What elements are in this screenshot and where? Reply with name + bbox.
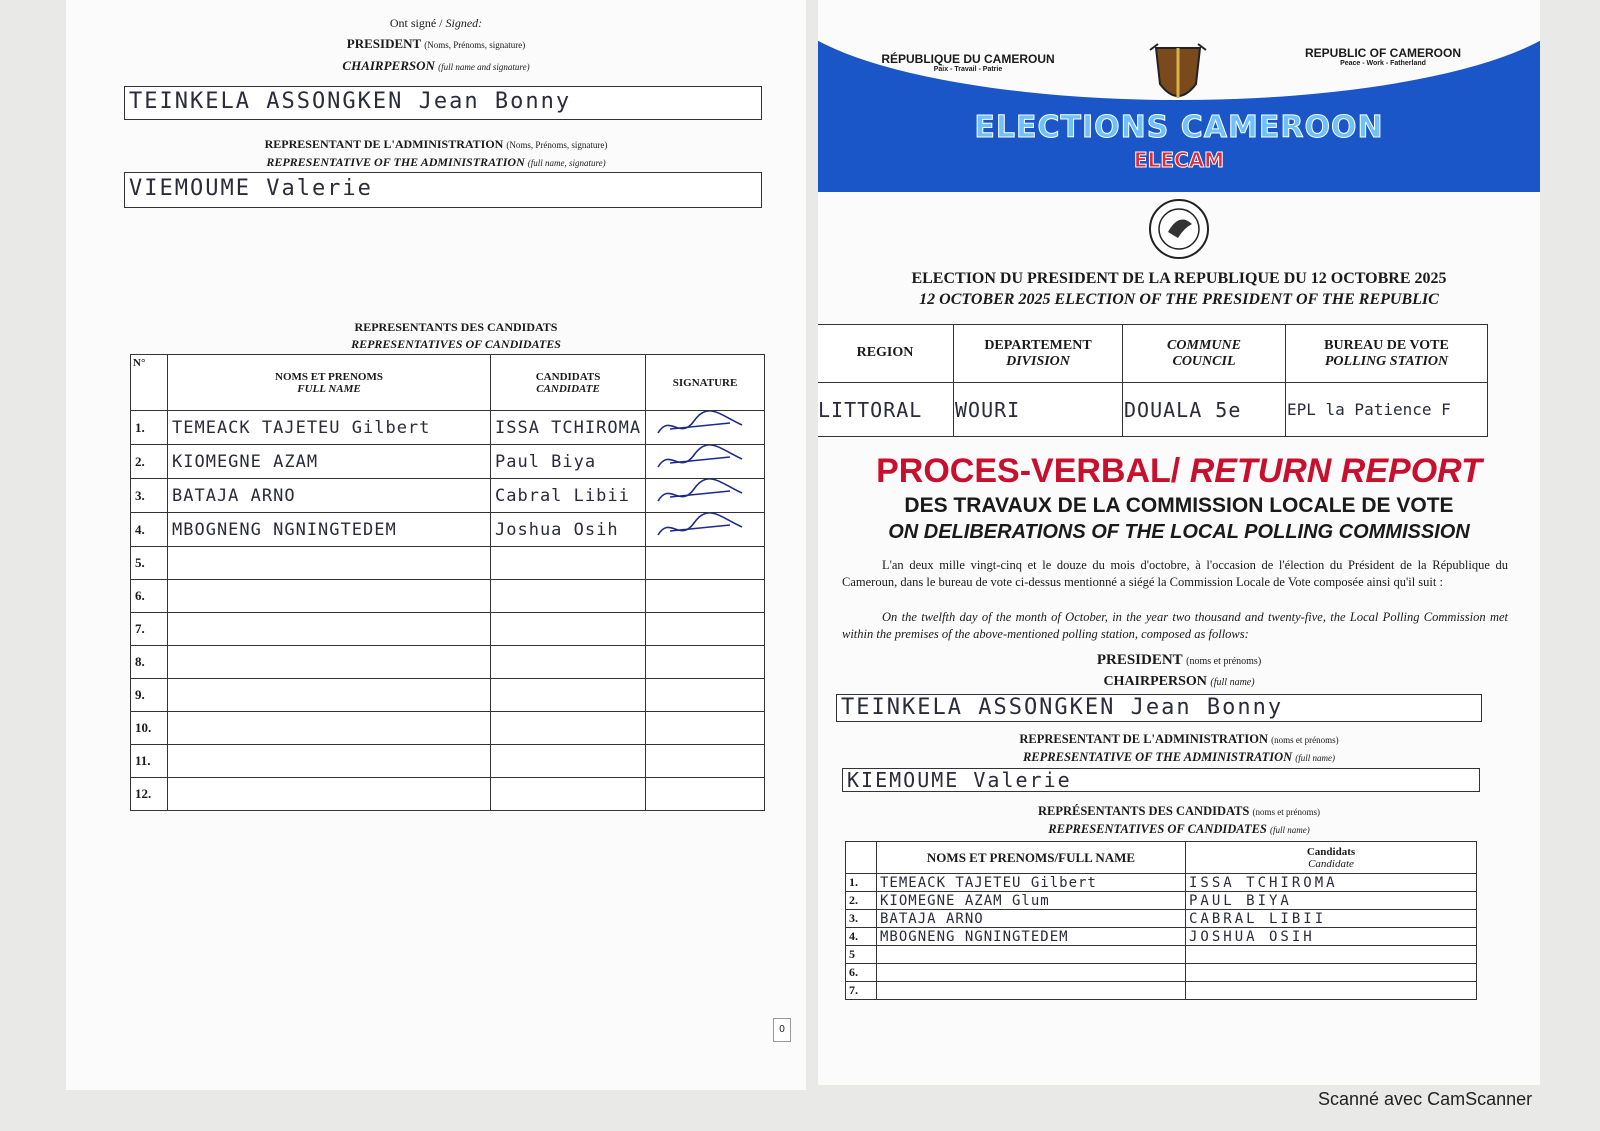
r-col-cand-fr: Candidats [1306, 845, 1356, 858]
col-cand-fr: CANDIDATS [535, 370, 601, 383]
rep-candidate: Paul Biya [491, 445, 646, 479]
rep-name [168, 778, 491, 811]
table-row [131, 445, 765, 479]
rep-name [168, 679, 491, 712]
president-fr: PRESIDENT [346, 36, 421, 51]
r-chairperson-en: CHAIRPERSON [1103, 674, 1207, 689]
r-rep-name: BATAJA ARNO [877, 910, 1186, 928]
rep-name: KIOMEGNE AZAM [168, 445, 491, 479]
admin-en: REPRESENTATIVE OF THE ADMINISTRATION [266, 155, 525, 169]
r-president-fr: PRESIDENT [1096, 652, 1183, 668]
col-council [1123, 325, 1286, 383]
rep-signature [646, 613, 765, 646]
col-station [1286, 325, 1488, 383]
rep-candidate [491, 613, 646, 646]
rep-candidate: ISSA TCHIROMA [491, 411, 646, 445]
rep-candidate [491, 712, 646, 745]
table-row [846, 964, 1477, 982]
table-row [131, 712, 765, 745]
chairperson-en: CHAIRPERSON [342, 58, 435, 73]
camscanner-watermark: Scanné avec CamScanner [1318, 1089, 1533, 1109]
r-rep-name: MBOGNENG NGNINGTEDEM [877, 928, 1186, 946]
rep-signature [646, 679, 765, 712]
row-number: 9. [131, 679, 168, 712]
r-rep-name: KIOMEGNE AZAM Glum [877, 892, 1186, 910]
reps-title-fr: REPRESENTANTS DES CANDIDATS [354, 320, 558, 334]
rep-signature [646, 411, 765, 445]
col-no: N° [131, 355, 168, 411]
row-number: 11. [131, 745, 168, 778]
row-number: 7. [131, 613, 168, 646]
r-col-cand [1186, 842, 1477, 874]
table-row [846, 982, 1477, 1000]
division-value: WOURI [954, 383, 1123, 437]
col-name-en: FULL NAME [297, 382, 361, 395]
r-reps-label-fr [818, 804, 1540, 819]
station-value: EPL la Patience F [1286, 383, 1488, 437]
r-admin-fr-note: (noms et prénoms) [1271, 735, 1339, 745]
header-banner [818, 0, 1540, 192]
signed-heading [66, 16, 806, 31]
signature-scribble-icon [650, 411, 750, 439]
row-number: 8. [131, 646, 168, 679]
r-row-number: 2. [846, 892, 877, 910]
motto-en: Peace - Work - Fatherland [1340, 60, 1426, 67]
r-table-body [846, 874, 1477, 1000]
r-chairperson-en-note: (full name) [1210, 677, 1255, 688]
rep-signature [646, 547, 765, 580]
location-value-row [818, 383, 1488, 437]
table-row [846, 946, 1477, 964]
r-admin-en-note: (full name) [1295, 753, 1336, 763]
table-row [131, 745, 765, 778]
left-page [66, 0, 806, 1090]
election-title-en: 12 OCTOBER 2025 ELECTION OF THE PRESIDENT OF THE REPUBLIC [919, 291, 1439, 308]
rep-signature [646, 479, 765, 513]
table-header-row [131, 355, 765, 411]
r-chairperson-label-en [818, 674, 1540, 690]
division-fr: DEPARTEMENT [984, 337, 1092, 353]
row-number: 6. [131, 580, 168, 613]
r-reps-label-en [818, 822, 1540, 837]
admin-label-en [66, 155, 806, 170]
org-title: ELECTIONS CAMEROON [974, 110, 1384, 145]
rep-candidate: Cabral Libii [491, 479, 646, 513]
table-row [846, 892, 1477, 910]
rep-candidate [491, 745, 646, 778]
row-number: 5. [131, 547, 168, 580]
division-en: DIVISION [1006, 353, 1070, 369]
col-name-fr: NOMS ET PRENOMS [275, 370, 383, 383]
r-row-number: 7. [846, 982, 877, 1000]
admin-fr: REPRESENTANT DE L'ADMINISTRATION [264, 137, 504, 151]
r-rep-name [877, 946, 1186, 964]
col-cand-en: CANDIDATE [536, 382, 600, 395]
r-admin-en: REPRESENTATIVE OF THE ADMINISTRATION [1022, 750, 1293, 764]
r-president-name: TEINKELA ASSONGKEN Jean Bonny [841, 695, 1284, 720]
r-rep-name: TEMEACK TAJETEU Gilbert [877, 874, 1186, 892]
rep-name [168, 712, 491, 745]
rep-name [168, 580, 491, 613]
table-row [131, 778, 765, 811]
col-candidate [491, 355, 646, 411]
table-row [846, 874, 1477, 892]
r-admin-name-field [842, 768, 1480, 792]
org-abbr: ELECAM [1133, 148, 1225, 172]
col-division [954, 325, 1123, 383]
r-admin-fr: REPRESENTANT DE L'ADMINISTRATION [1019, 732, 1269, 746]
rep-signature [646, 646, 765, 679]
r-admin-label-fr [818, 732, 1540, 747]
admin-fr-note: (Noms, Prénoms, signature) [506, 140, 608, 150]
r-rep-candidate [1186, 946, 1477, 964]
table-row [846, 928, 1477, 946]
coat-of-arms-icon [1148, 42, 1208, 110]
table-row [131, 580, 765, 613]
rep-candidate [491, 547, 646, 580]
republic-en [1283, 46, 1483, 67]
r-rep-candidate: PAUL BIYA [1186, 892, 1477, 910]
chairperson-label-en [66, 58, 806, 74]
rep-candidate: Joshua Osih [491, 513, 646, 547]
president-label-fr [66, 36, 806, 52]
col-signature: SIGNATURE [646, 355, 765, 411]
signature-scribble-icon [650, 445, 750, 473]
rep-name: MBOGNENG NGNINGTEDEM [168, 513, 491, 547]
row-number: 3. [131, 479, 168, 513]
page-mark: 0 [773, 1018, 791, 1042]
president-name-field [124, 86, 762, 120]
candidate-reps-table [130, 354, 765, 811]
location-table [818, 324, 1488, 437]
r-admin-label-en [818, 750, 1540, 765]
r-candidate-table [845, 841, 1477, 1000]
r-row-number: 5 [846, 946, 877, 964]
reps-title-en: REPRESENTATIVES OF CANDIDATES [351, 337, 561, 351]
council-fr: COMMUNE [1167, 337, 1241, 353]
republic-fr-text: RÉPUBLIQUE DU CAMEROUN [881, 52, 1055, 66]
r-reps-fr: REPRÉSENTANTS DES CANDIDATS [1037, 804, 1250, 818]
station-en: POLLING STATION [1324, 353, 1449, 369]
region-value: LITTORAL [818, 383, 954, 437]
intro-paragraph-fr: L'an deux mille vingt-cinq et le douze du mois d'octobre, à l'occasion de l'élection du Président de la République du Cameroun, dans le bureau de vote ci-dessus mentionné a siégé la Commission Locale de Vote composée ainsi qu'il suit : [842, 558, 1508, 589]
chairperson-en-note: (full name and signature) [438, 62, 530, 72]
row-number: 2. [131, 445, 168, 479]
table-row [131, 411, 765, 445]
right-page [818, 0, 1540, 1085]
r-row-number: 3. [846, 910, 877, 928]
council-value: DOUALA 5e [1123, 383, 1286, 437]
r-rep-name [877, 982, 1186, 1000]
rep-name [168, 613, 491, 646]
r-admin-name: KIEMOUME Valerie [847, 768, 1072, 792]
col-region: REGION [818, 325, 954, 383]
r-reps-en: REPRESENTATIVES OF CANDIDATES [1048, 822, 1267, 836]
r-president-label-fr [818, 652, 1540, 669]
report-title-en: RETURN REPORT [1189, 452, 1482, 490]
r-rep-candidate: JOSHUA OSIH [1186, 928, 1477, 946]
table-row [131, 547, 765, 580]
republic-en-text: REPUBLIC OF CAMEROON [1305, 46, 1461, 60]
rep-candidate [491, 679, 646, 712]
rep-name [168, 547, 491, 580]
signed-fr: Ont signé / [389, 16, 443, 30]
table-row [131, 646, 765, 679]
admin-name-field [124, 172, 762, 208]
rep-name [168, 745, 491, 778]
table-row [131, 479, 765, 513]
col-name [168, 355, 491, 411]
r-rep-candidate [1186, 964, 1477, 982]
row-number: 1. [131, 411, 168, 445]
r-rep-candidate: CABRAL LIBII [1186, 910, 1477, 928]
motto-fr: Paix - Travail - Patrie [933, 66, 1003, 73]
election-title-fr: ELECTION DU PRESIDENT DE LA REPUBLIQUE DU 12 OCTOBRE 2025 [911, 270, 1447, 287]
rep-signature [646, 580, 765, 613]
rep-candidate [491, 778, 646, 811]
r-reps-en-note: (full name) [1269, 825, 1310, 835]
row-number: 12. [131, 778, 168, 811]
r-cand-header-row [846, 842, 1477, 874]
r-rep-candidate [1186, 982, 1477, 1000]
rep-name: BATAJA ARNO [168, 479, 491, 513]
rep-signature [646, 513, 765, 547]
report-title [818, 452, 1540, 491]
rep-signature [646, 778, 765, 811]
r-row-number: 1. [846, 874, 877, 892]
r-president-fr-note: (noms et prénoms) [1186, 656, 1262, 667]
rep-signature [646, 445, 765, 479]
council-en: COUNCIL [1172, 353, 1236, 369]
r-col-no [846, 842, 877, 874]
r-president-name-field [836, 694, 1482, 722]
rep-candidate [491, 580, 646, 613]
rep-signature [646, 712, 765, 745]
elecam-seal-icon [1148, 198, 1210, 260]
rep-signature [646, 745, 765, 778]
r-rep-candidate: ISSA TCHIROMA [1186, 874, 1477, 892]
report-title-fr: PROCES-VERBAL/ [876, 452, 1181, 490]
r-row-number: 4. [846, 928, 877, 946]
signature-scribble-icon [650, 479, 750, 507]
signed-en: Signed: [445, 16, 483, 30]
president-name: TEINKELA ASSONGKEN Jean Bonny [129, 89, 572, 114]
r-reps-fr-note: (noms et prénoms) [1252, 807, 1320, 817]
rep-name [168, 646, 491, 679]
station-fr: BUREAU DE VOTE [1324, 337, 1449, 353]
location-header-row [818, 325, 1488, 383]
admin-en-note: (full name, signature) [527, 158, 606, 168]
signature-scribble-icon [650, 513, 750, 541]
rep-candidate [491, 646, 646, 679]
rep-name: TEMEACK TAJETEU Gilbert [168, 411, 491, 445]
intro-paragraph-en: On the twelfth day of the month of October, in the year two thousand and twenty-five, the Local Polling Commission met within the premises of the above-mentioned polling station, composed as follows: [842, 610, 1508, 641]
r-col-cand-en: Candidate [1308, 857, 1354, 870]
r-row-number: 6. [846, 964, 877, 982]
admin-label-fr [66, 137, 806, 152]
table-row [131, 513, 765, 547]
table-row [131, 613, 765, 646]
table-row [131, 679, 765, 712]
republic-fr [868, 52, 1068, 73]
president-fr-note: (Noms, Prénoms, signature) [424, 40, 526, 50]
row-number: 4. [131, 513, 168, 547]
report-sub-fr: DES TRAVAUX DE LA COMMISSION LOCALE DE VOTE [904, 494, 1454, 517]
admin-name: VIEMOUME Valerie [129, 176, 373, 201]
report-sub-en: ON DELIBERATIONS OF THE LOCAL POLLING COMMISSION [888, 521, 1470, 543]
r-rep-name [877, 964, 1186, 982]
r-col-name: NOMS ET PRENOMS/FULL NAME [877, 842, 1186, 874]
row-number: 10. [131, 712, 168, 745]
table-row [846, 910, 1477, 928]
table-body [131, 411, 765, 811]
